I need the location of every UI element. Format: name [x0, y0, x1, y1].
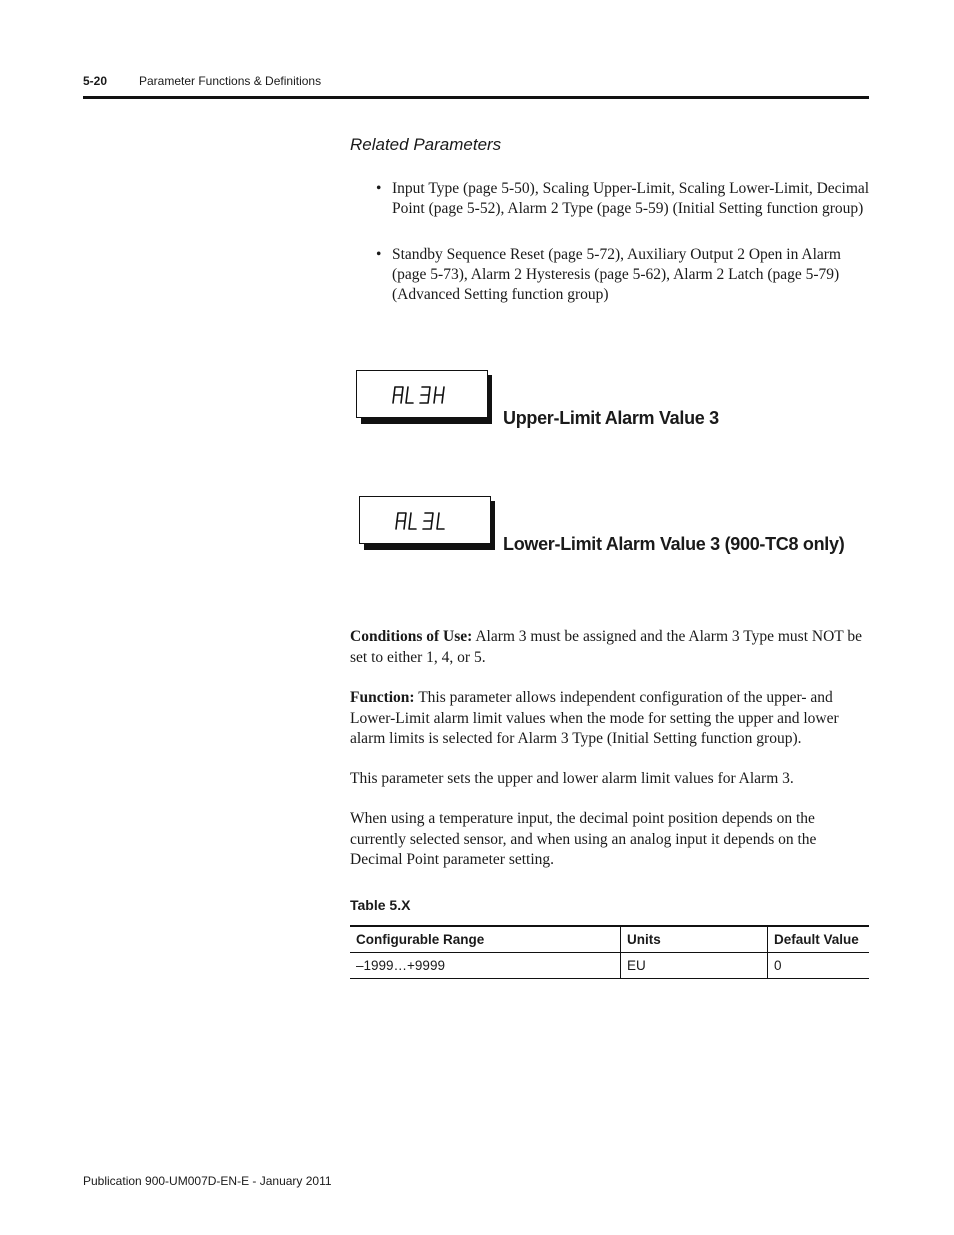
- display-al3h: [356, 370, 488, 418]
- cell-units: EU: [621, 953, 768, 979]
- seven-segment-al3l-icon: [394, 511, 454, 531]
- seven-segment-al3h-icon: [391, 385, 451, 405]
- parameter-title-lower-limit: Lower-Limit Alarm Value 3 (900-TC8 only): [503, 534, 845, 554]
- column-header-default: Default Value: [768, 926, 870, 953]
- column-header-units: Units: [621, 926, 768, 953]
- bullet-icon: •: [376, 246, 382, 263]
- table-caption: Table 5.X: [350, 897, 411, 913]
- conditions-text: Alarm 3 must be assigned and the Alarm 3 Type must NOT be set to either 1, 4, or 5.: [350, 628, 862, 666]
- page-number: 5-20: [83, 74, 108, 88]
- parameter-title-upper-limit: Upper-Limit Alarm Value 3: [503, 408, 719, 428]
- header-title: Parameter Functions & Definitions: [139, 74, 322, 88]
- cell-range: –1999…+9999: [350, 953, 621, 979]
- column-header-range: Configurable Range: [350, 926, 621, 953]
- display-al3l: [359, 496, 491, 544]
- list-item-text: Standby Sequence Reset (page 5-72), Auxiliary Output 2 Open in Alarm (page 5-73), Alarm 2 Hysteresis (page 5-62), Alarm 2 Latch (page 5-79) (Advanced Setting function group): [392, 246, 841, 303]
- list-item: [376, 179, 871, 219]
- footer-publication: Publication 900-UM007D-EN-E - January 2011: [83, 1174, 332, 1188]
- temperature-paragraph: When using a temperature input, the decimal point position depends on the currently selected sensor, and when using an analog input it depends on the Decimal Point parameter setting.: [350, 810, 817, 868]
- list-item-text: Input Type (page 5-50), Scaling Upper-Limit, Scaling Lower-Limit, Decimal Point (page 5-52), Alarm 2 Type (page 5-59) (Initial Setting function group): [392, 180, 870, 217]
- conditions-paragraph: [350, 627, 872, 668]
- conditions-label: Conditions of Use:: [350, 628, 473, 645]
- parameter-table: [350, 925, 869, 979]
- header-rule: [83, 96, 869, 99]
- table-row: [350, 953, 869, 979]
- list-item: [376, 245, 871, 305]
- related-parameters-heading: Related Parameters: [350, 135, 502, 154]
- function-paragraph: [350, 688, 872, 750]
- sets-paragraph: This parameter sets the upper and lower alarm limit values for Alarm 3.: [350, 770, 794, 787]
- table-header-row: [350, 926, 869, 953]
- cell-default: 0: [768, 953, 870, 979]
- bullet-icon: •: [376, 180, 382, 197]
- function-label: Function:: [350, 689, 415, 706]
- function-text: This parameter allows independent configuration of the upper- and Lower-Limit alarm limit values when the mode for setting the upper and lower alarm limits is selected for Alarm 3 Type (Initial Setting function group).: [350, 689, 839, 747]
